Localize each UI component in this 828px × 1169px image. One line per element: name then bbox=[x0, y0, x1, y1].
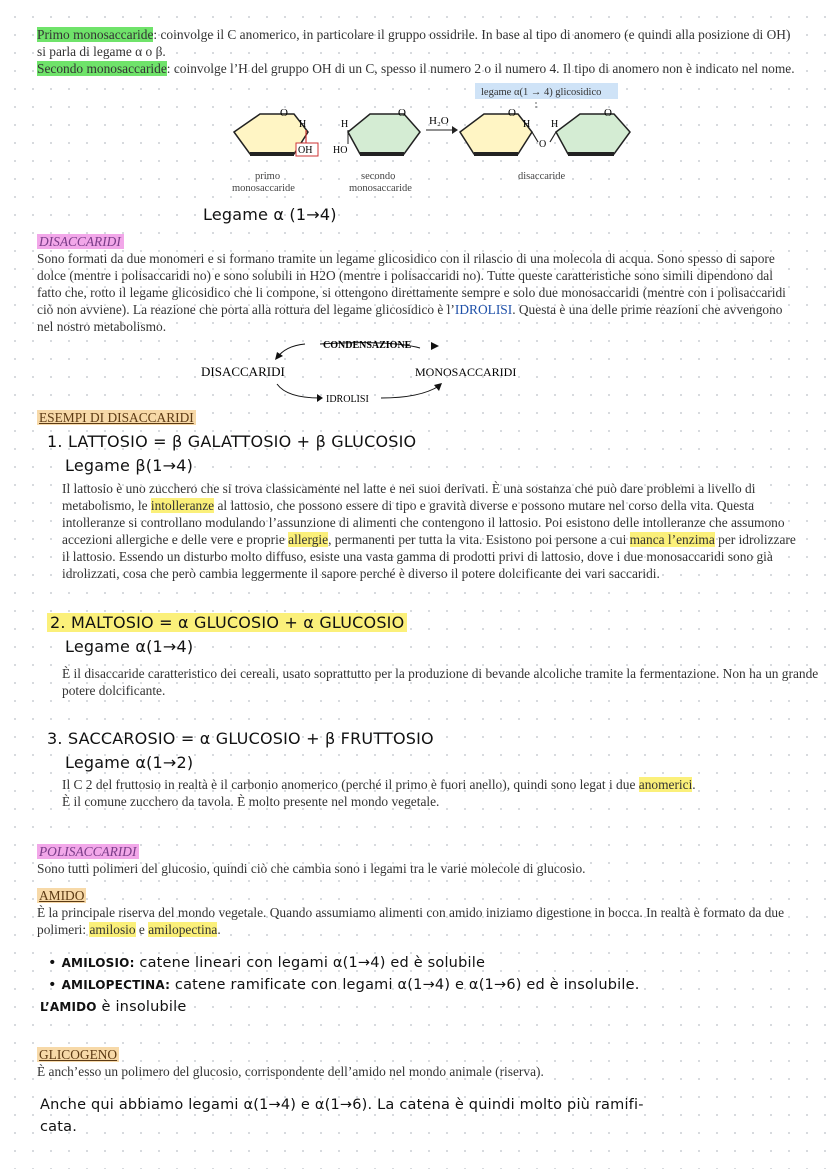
polisaccaridi-text: Sono tutti polimeri del glucosio, quindi ciò che cambia sono i legami tra le varie molecole di glucosio. bbox=[37, 861, 586, 876]
secondo-monosaccaride-highlight: Secondo monosaccaride bbox=[37, 61, 167, 76]
intro-paragraph-1: Primo monosaccaride: coinvolge il C anomerico, in particolare il gruppo ossidrile. In base al tipo di anomero (e quindi alla posizione di OH) si parla di legame α o β. bbox=[37, 27, 791, 59]
svg-text:monosaccaride: monosaccaride bbox=[232, 183, 295, 194]
maltosio-bond: Legame α(1→4) bbox=[65, 637, 194, 656]
saccarosio-text: Il C 2 del fruttosio in realtà è il carbonio anomerico (perché il primo è fuori anello), quindi sono legat i due anomerici. È il comune zucchero da tavola. È molto presente nel mondo vegetale. bbox=[62, 777, 696, 809]
svg-text:HO: HO bbox=[333, 145, 348, 156]
lattosio-text: Il lattosio è uno zucchero che si trova classicamente nel latte e nei suoi derivati. È una sostanza che può dare problemi a livello di metabolismo, le intolleranze al lattosio, che possono essere di tipo e gravità diverse e possono mutare nel corso della vita. Questa intolleranze si controllano modulando l’assunzione di alimenti che contengono il lattosio. Poi esistono delle intolleranze che assumono accezioni allergiche e delle vere e proprie allergie, permanenti per tutta la vita. Esistono poi persone a cui manca l’enzima per idrolizzare il lattosio. Essendo un disturbo molto diffuso, esiste una vasta gamma di prodotti privi di lattosio, dove i due monosaccaridi sono già idrolizzati, cosa che però cambia leggermente il sapore perché è diverso il potere dolcificante dei vari saccaridi. bbox=[62, 481, 796, 581]
ring-disaccaride-2 bbox=[556, 114, 630, 154]
intro-paragraph-2: Secondo monosaccaride: coinvolge l’H del gruppo OH di un C, spesso il numero 2 o il numero 4. Il tipo di anomero non è indicato nel nome. bbox=[37, 61, 795, 76]
legame-badge: legame α(1 → 4) glicosidico bbox=[481, 87, 602, 98]
svg-text:monosaccaride: monosaccaride bbox=[349, 183, 412, 194]
disaccaridi-body: Sono formati da due monomeri e si formano tramite un legame glicosidico con il rilascio di una molecola di acqua. Sono spesso di sapore dolce (mentre i polisaccaridi no) e sono solubili in H2O (mentre i polisaccaridi no). Tutte queste caratteristiche sono simili dipendono dal fatto che, rotto il legame glicosidico che li compone, si ottengono direttamente sempre e solo due monosaccaridi (mentre con i polisaccaridi ciò non avviene). La reazione che porta alla rottura del legame glicosidico è l’IDROLISI. Questa è una delle prime reazioni che avvengono nel nostro metabolismo. bbox=[37, 251, 786, 334]
reaction-cycle bbox=[195, 336, 535, 408]
svg-text:H: H bbox=[299, 119, 307, 130]
cycle-condensazione: CONDENSAZIONE bbox=[323, 340, 412, 351]
glicogeno-hand-2: cata. bbox=[40, 1119, 78, 1135]
hand-note-legame: Legame α (1→4) bbox=[203, 205, 337, 224]
amilosio-bullet: • AMILOSIO: catene lineari con legami α(1→4) ed è solubile bbox=[48, 955, 486, 971]
svg-text:H: H bbox=[523, 119, 531, 130]
lattosio-bond: Legame β(1→4) bbox=[65, 456, 194, 475]
water-label: H₂O bbox=[429, 115, 449, 127]
lattosio-title: 1. LATTOSIO = β GALATTOSIO + β GLUCOSIO bbox=[47, 432, 417, 451]
saccarosio-title: 3. SACCAROSIO = α GLUCOSIO + β FRUTTOSIO bbox=[47, 729, 434, 748]
esempi-heading: ESEMPI DI DISACCARIDI bbox=[39, 410, 194, 425]
glycosidic-bond-diagram bbox=[220, 80, 660, 200]
svg-text:primo: primo bbox=[255, 171, 281, 182]
glicogeno-heading: GLICOGENO bbox=[39, 1047, 118, 1062]
cycle-monosaccaridi: MONOSACCARIDI bbox=[415, 365, 517, 379]
idrolisi-term: IDROLISI bbox=[454, 302, 513, 317]
maltosio-title: 2. MALTOSIO = α GLUCOSIO + α GLUCOSIO bbox=[47, 613, 407, 632]
cycle-idrolisi: IDROLISI bbox=[326, 394, 369, 405]
svg-text:H: H bbox=[551, 119, 559, 130]
svg-text:disaccaride: disaccaride bbox=[518, 171, 566, 182]
svg-text:secondo: secondo bbox=[361, 171, 396, 182]
ring-oxygen: O bbox=[280, 107, 288, 119]
ring-secondo bbox=[348, 114, 420, 154]
amilopectina-bullet: • AMILOPECTINA: catene ramificate con legami α(1→4) e α(1→6) ed è insolubile. bbox=[48, 977, 640, 993]
amido-note: L’AMIDO è insolubile bbox=[40, 999, 187, 1015]
ring-disaccaride-1 bbox=[460, 114, 532, 154]
glicogeno-hand-1: Anche qui abbiamo legami α(1→4) e α(1→6). La catena è quindi molto più ramifi- bbox=[40, 1097, 644, 1113]
saccarosio-bond: Legame α(1→2) bbox=[65, 753, 194, 772]
maltosio-text: È il disaccaride caratteristico dei cereali, usato soprattutto per la produzione di bevande alcoliche tramite la fermentazione. Non ha un grande potere dolcificante. bbox=[62, 666, 819, 698]
polisaccaridi-heading: POLISACCARIDI bbox=[37, 844, 139, 860]
svg-text:O: O bbox=[539, 139, 547, 150]
svg-text:O: O bbox=[604, 107, 612, 119]
amido-text: È la principale riserva del mondo vegetale. Quando assumiamo alimenti con amido iniziamo digestione in bocca. In realtà è formato da due polimeri: amilosio e amilopectina. bbox=[37, 905, 785, 937]
glicogeno-text: È anch’esso un polimero del glucosio, corrispondente dell’amido nel mondo animale (riserva). bbox=[37, 1064, 544, 1079]
cycle-disaccaridi: DISACCARIDI bbox=[201, 364, 285, 379]
svg-text:OH: OH bbox=[298, 145, 313, 156]
svg-text:O: O bbox=[508, 107, 516, 119]
amido-heading: AMIDO bbox=[39, 888, 85, 903]
disaccaridi-heading: DISACCARIDI bbox=[37, 234, 124, 250]
svg-text:H: H bbox=[341, 119, 349, 130]
svg-text:O: O bbox=[398, 107, 406, 119]
primo-monosaccaride-highlight: Primo monosaccaride bbox=[37, 27, 154, 42]
